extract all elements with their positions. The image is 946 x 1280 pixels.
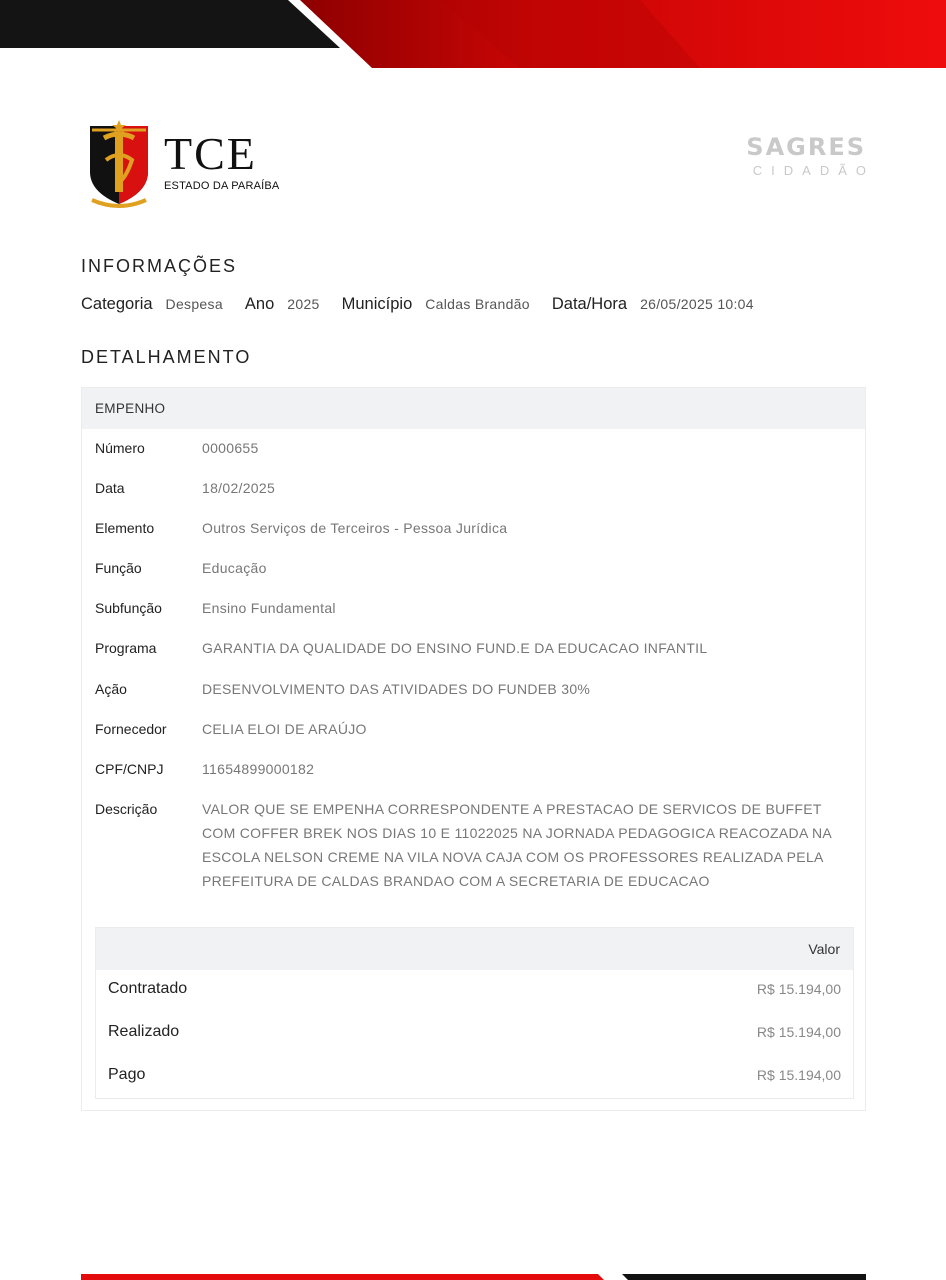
top-banner <box>0 0 946 70</box>
field-value: VALOR QUE SE EMPENHA CORRESPONDENTE A PRESTACAO DE SERVICOS DE BUFFET COM COFFER BREK NOS DIAS 10 E 11022025 NA JORNADA PEDAGOGICA REACOZADA NA ESCOLA NELSON CREME NA VILA NOVA CAJA COM OS PROFESSORES REALIZADA PELA PREFEITURA DE CALDAS BRANDAO COM A SECRETARIA DE EDUCACAO <box>202 801 832 889</box>
sagres-title: SAGRES <box>746 133 866 161</box>
municipio-label: Município <box>341 295 413 313</box>
sagres-logo <box>746 133 875 178</box>
field-label: Fornecedor <box>95 721 167 737</box>
field-cpf-cnpj <box>95 757 314 781</box>
categoria-value: Despesa <box>165 296 223 312</box>
valores-label: Pago <box>108 1066 146 1083</box>
tce-subtitle: ESTADO DA PARAÍBA <box>164 180 280 192</box>
field-value: 11654899000182 <box>202 761 315 777</box>
valores-row-realizado <box>96 1023 853 1041</box>
field-label: Subfunção <box>95 600 162 616</box>
field-label: Elemento <box>95 520 155 536</box>
field-value: 0000655 <box>202 440 259 456</box>
municipio-value: Caldas Brandão <box>425 296 530 312</box>
valores-row-contratado <box>96 980 853 998</box>
field-value: Outros Serviços de Terceiros - Pessoa Jurídica <box>202 520 508 536</box>
bottom-banner <box>0 1268 946 1280</box>
informacoes-row <box>81 295 776 314</box>
ano-value: 2025 <box>287 296 320 312</box>
tce-crest-icon <box>86 120 152 210</box>
field-elemento <box>95 516 507 540</box>
field-acao <box>95 677 590 701</box>
field-label: CPF/CNPJ <box>95 761 164 777</box>
valores-amount: R$ 15.194,00 <box>756 1024 841 1040</box>
valores-table <box>95 927 854 1099</box>
field-label: Número <box>95 440 145 456</box>
datahora-value: 26/05/2025 10:04 <box>640 296 754 312</box>
field-value: Ensino Fundamental <box>202 600 336 616</box>
field-value: CELIA ELOI DE ARAÚJO <box>202 721 367 737</box>
tce-logo <box>86 120 279 210</box>
field-data <box>95 476 275 500</box>
valores-label: Contratado <box>108 980 188 997</box>
valores-label: Realizado <box>108 1023 180 1040</box>
field-label: Função <box>95 560 142 576</box>
field-label: Ação <box>95 681 127 697</box>
ano-label: Ano <box>244 295 275 313</box>
categoria-label: Categoria <box>81 295 153 313</box>
field-value: Educação <box>202 560 267 576</box>
field-value: DESENVOLVIMENTO DAS ATIVIDADES DO FUNDEB 30% <box>202 681 591 697</box>
valores-row-pago <box>96 1066 853 1084</box>
sagres-subtitle: CIDADÃO <box>752 163 875 178</box>
field-label: Descrição <box>95 801 158 817</box>
field-label: Programa <box>95 640 157 656</box>
datahora-label: Data/Hora <box>551 295 628 313</box>
field-funcao <box>95 556 267 580</box>
empenho-card-header: EMPENHO <box>82 388 865 429</box>
field-value: GARANTIA DA QUALIDADE DO ENSINO FUND.E DA EDUCACAO INFANTIL <box>202 640 708 656</box>
field-value: 18/02/2025 <box>202 480 276 496</box>
field-subfuncao <box>95 596 336 620</box>
field-descricao <box>95 797 852 893</box>
field-label: Data <box>95 480 125 496</box>
informacoes-title: INFORMAÇÕES <box>81 256 238 276</box>
valores-header: Valor <box>96 928 853 970</box>
detalhamento-title: DETALHAMENTO <box>81 347 252 367</box>
empenho-card <box>81 387 866 1111</box>
field-numero <box>95 436 259 460</box>
valores-amount: R$ 15.194,00 <box>756 981 841 997</box>
field-fornecedor <box>95 717 367 741</box>
field-programa <box>95 636 707 660</box>
valores-amount: R$ 15.194,00 <box>756 1067 841 1083</box>
tce-title: TCE <box>164 128 257 179</box>
